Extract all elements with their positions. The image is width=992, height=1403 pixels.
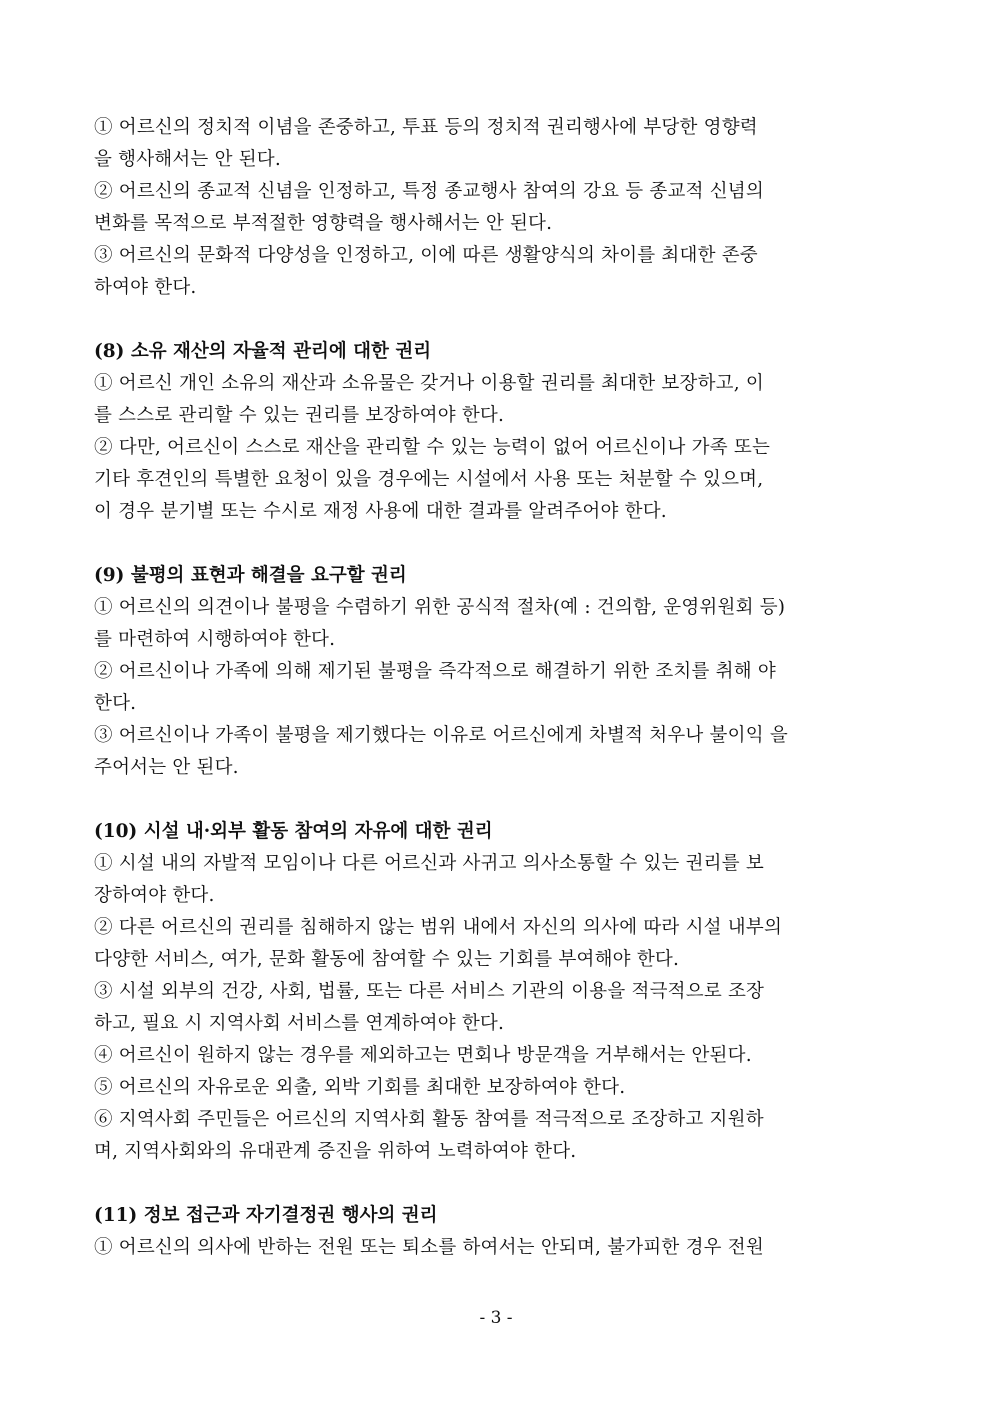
section-heading: (8) 소유 재산의 자율적 관리에 대한 권리 bbox=[94, 341, 432, 362]
text-line: 이 경우 분기별 또는 수시로 재정 사용에 대한 결과를 알려주어야 한다. bbox=[94, 501, 667, 522]
section-gap bbox=[94, 304, 900, 336]
text-line: 한다. bbox=[94, 693, 137, 714]
text-line: ② 어르신의 종교적 신념을 인정하고, 특정 종교행사 참여의 강요 등 종교적 신념의 bbox=[94, 181, 764, 202]
text-line: 를 스스로 관리할 수 있는 권리를 보장하여야 한다. bbox=[94, 405, 505, 426]
text-line: ② 다른 어르신의 권리를 침해하지 않는 범위 내에서 자신의 의사에 따라 시설 내부의 bbox=[94, 917, 783, 938]
text-line: 를 마련하여 시행하여야 한다. bbox=[94, 629, 336, 650]
text-line: ③ 시설 외부의 건강, 사회, 법률, 또는 다른 서비스 기관의 이용을 적극적으로 조장 bbox=[94, 981, 765, 1002]
section-gap bbox=[94, 1168, 900, 1200]
text-line: ① 어르신 개인 소유의 재산과 소유물은 갖거나 이용할 권리를 최대한 보장하고, 이 bbox=[94, 373, 764, 394]
text-line: ① 시설 내의 자발적 모임이나 다른 어르신과 사귀고 의사소통할 수 있는 권리를 보 bbox=[94, 853, 764, 874]
text-line: ① 어르신의 의사에 반하는 전원 또는 퇴소를 하여서는 안되며, 불가피한 경우 전원 bbox=[94, 1237, 764, 1258]
section-gap bbox=[94, 784, 900, 816]
text-line: ⑥ 지역사회 주민들은 어르신의 지역사회 활동 참여를 적극적으로 조장하고 지원하 bbox=[94, 1109, 764, 1130]
text-line: ② 어르신이나 가족에 의해 제기된 불평을 즉각적으로 해결하기 위한 조치를 취해 야 bbox=[94, 661, 776, 682]
section-continuation bbox=[94, 112, 900, 304]
text-line: ⑤ 어르신의 자유로운 외출, 외박 기회를 최대한 보장하여야 한다. bbox=[94, 1077, 626, 1098]
text-line: 주어서는 안 된다. bbox=[94, 757, 239, 778]
section-gap bbox=[94, 528, 900, 560]
section-11 bbox=[94, 1200, 900, 1264]
text-line: ② 다만, 어르신이 스스로 재산을 관리할 수 있는 능력이 없어 어르신이나 가족 또는 bbox=[94, 437, 771, 458]
text-line: 며, 지역사회와의 유대관계 증진을 위하여 노력하여야 한다. bbox=[94, 1141, 577, 1162]
page-number: - 3 - bbox=[479, 1308, 513, 1328]
text-line: ① 어르신의 정치적 이념을 존중하고, 투표 등의 정치적 권리행사에 부당한 영향력 bbox=[94, 117, 758, 138]
section-heading: (11) 정보 접근과 자기결정권 행사의 권리 bbox=[94, 1205, 438, 1226]
text-line: ④ 어르신이 원하지 않는 경우를 제외하고는 면회나 방문객을 거부해서는 안된다. bbox=[94, 1045, 752, 1066]
text-line: 하여야 한다. bbox=[94, 277, 197, 298]
section-10 bbox=[94, 816, 900, 1168]
section-heading: (10) 시설 내·외부 활동 참여의 자유에 대한 권리 bbox=[94, 821, 493, 842]
text-line: ③ 어르신이나 가족이 불평을 제기했다는 이유로 어르신에게 차별적 처우나 불이익 을 bbox=[94, 725, 788, 746]
text-line: 을 행사해서는 안 된다. bbox=[94, 149, 281, 170]
text-line: 기타 후견인의 특별한 요청이 있을 경우에는 시설에서 사용 또는 처분할 수 있으며, bbox=[94, 469, 764, 490]
text-line: ③ 어르신의 문화적 다양성을 인정하고, 이에 따른 생활양식의 차이를 최대한 존중 bbox=[94, 245, 758, 266]
text-line: 장하여야 한다. bbox=[94, 885, 215, 906]
document-body bbox=[94, 112, 900, 1264]
section-8 bbox=[94, 336, 900, 528]
section-9 bbox=[94, 560, 900, 784]
text-line: 하고, 필요 시 지역사회 서비스를 연계하여야 한다. bbox=[94, 1013, 505, 1034]
text-line: ① 어르신의 의견이나 불평을 수렴하기 위한 공식적 절차(예 : 건의함, 운영위원회 등) bbox=[94, 597, 786, 618]
text-line: 변화를 목적으로 부적절한 영향력을 행사해서는 안 된다. bbox=[94, 213, 553, 234]
section-heading: (9) 불평의 표현과 해결을 요구할 권리 bbox=[94, 565, 407, 586]
text-line: 다양한 서비스, 여가, 문화 활동에 참여할 수 있는 기회를 부여해야 한다. bbox=[94, 949, 680, 970]
